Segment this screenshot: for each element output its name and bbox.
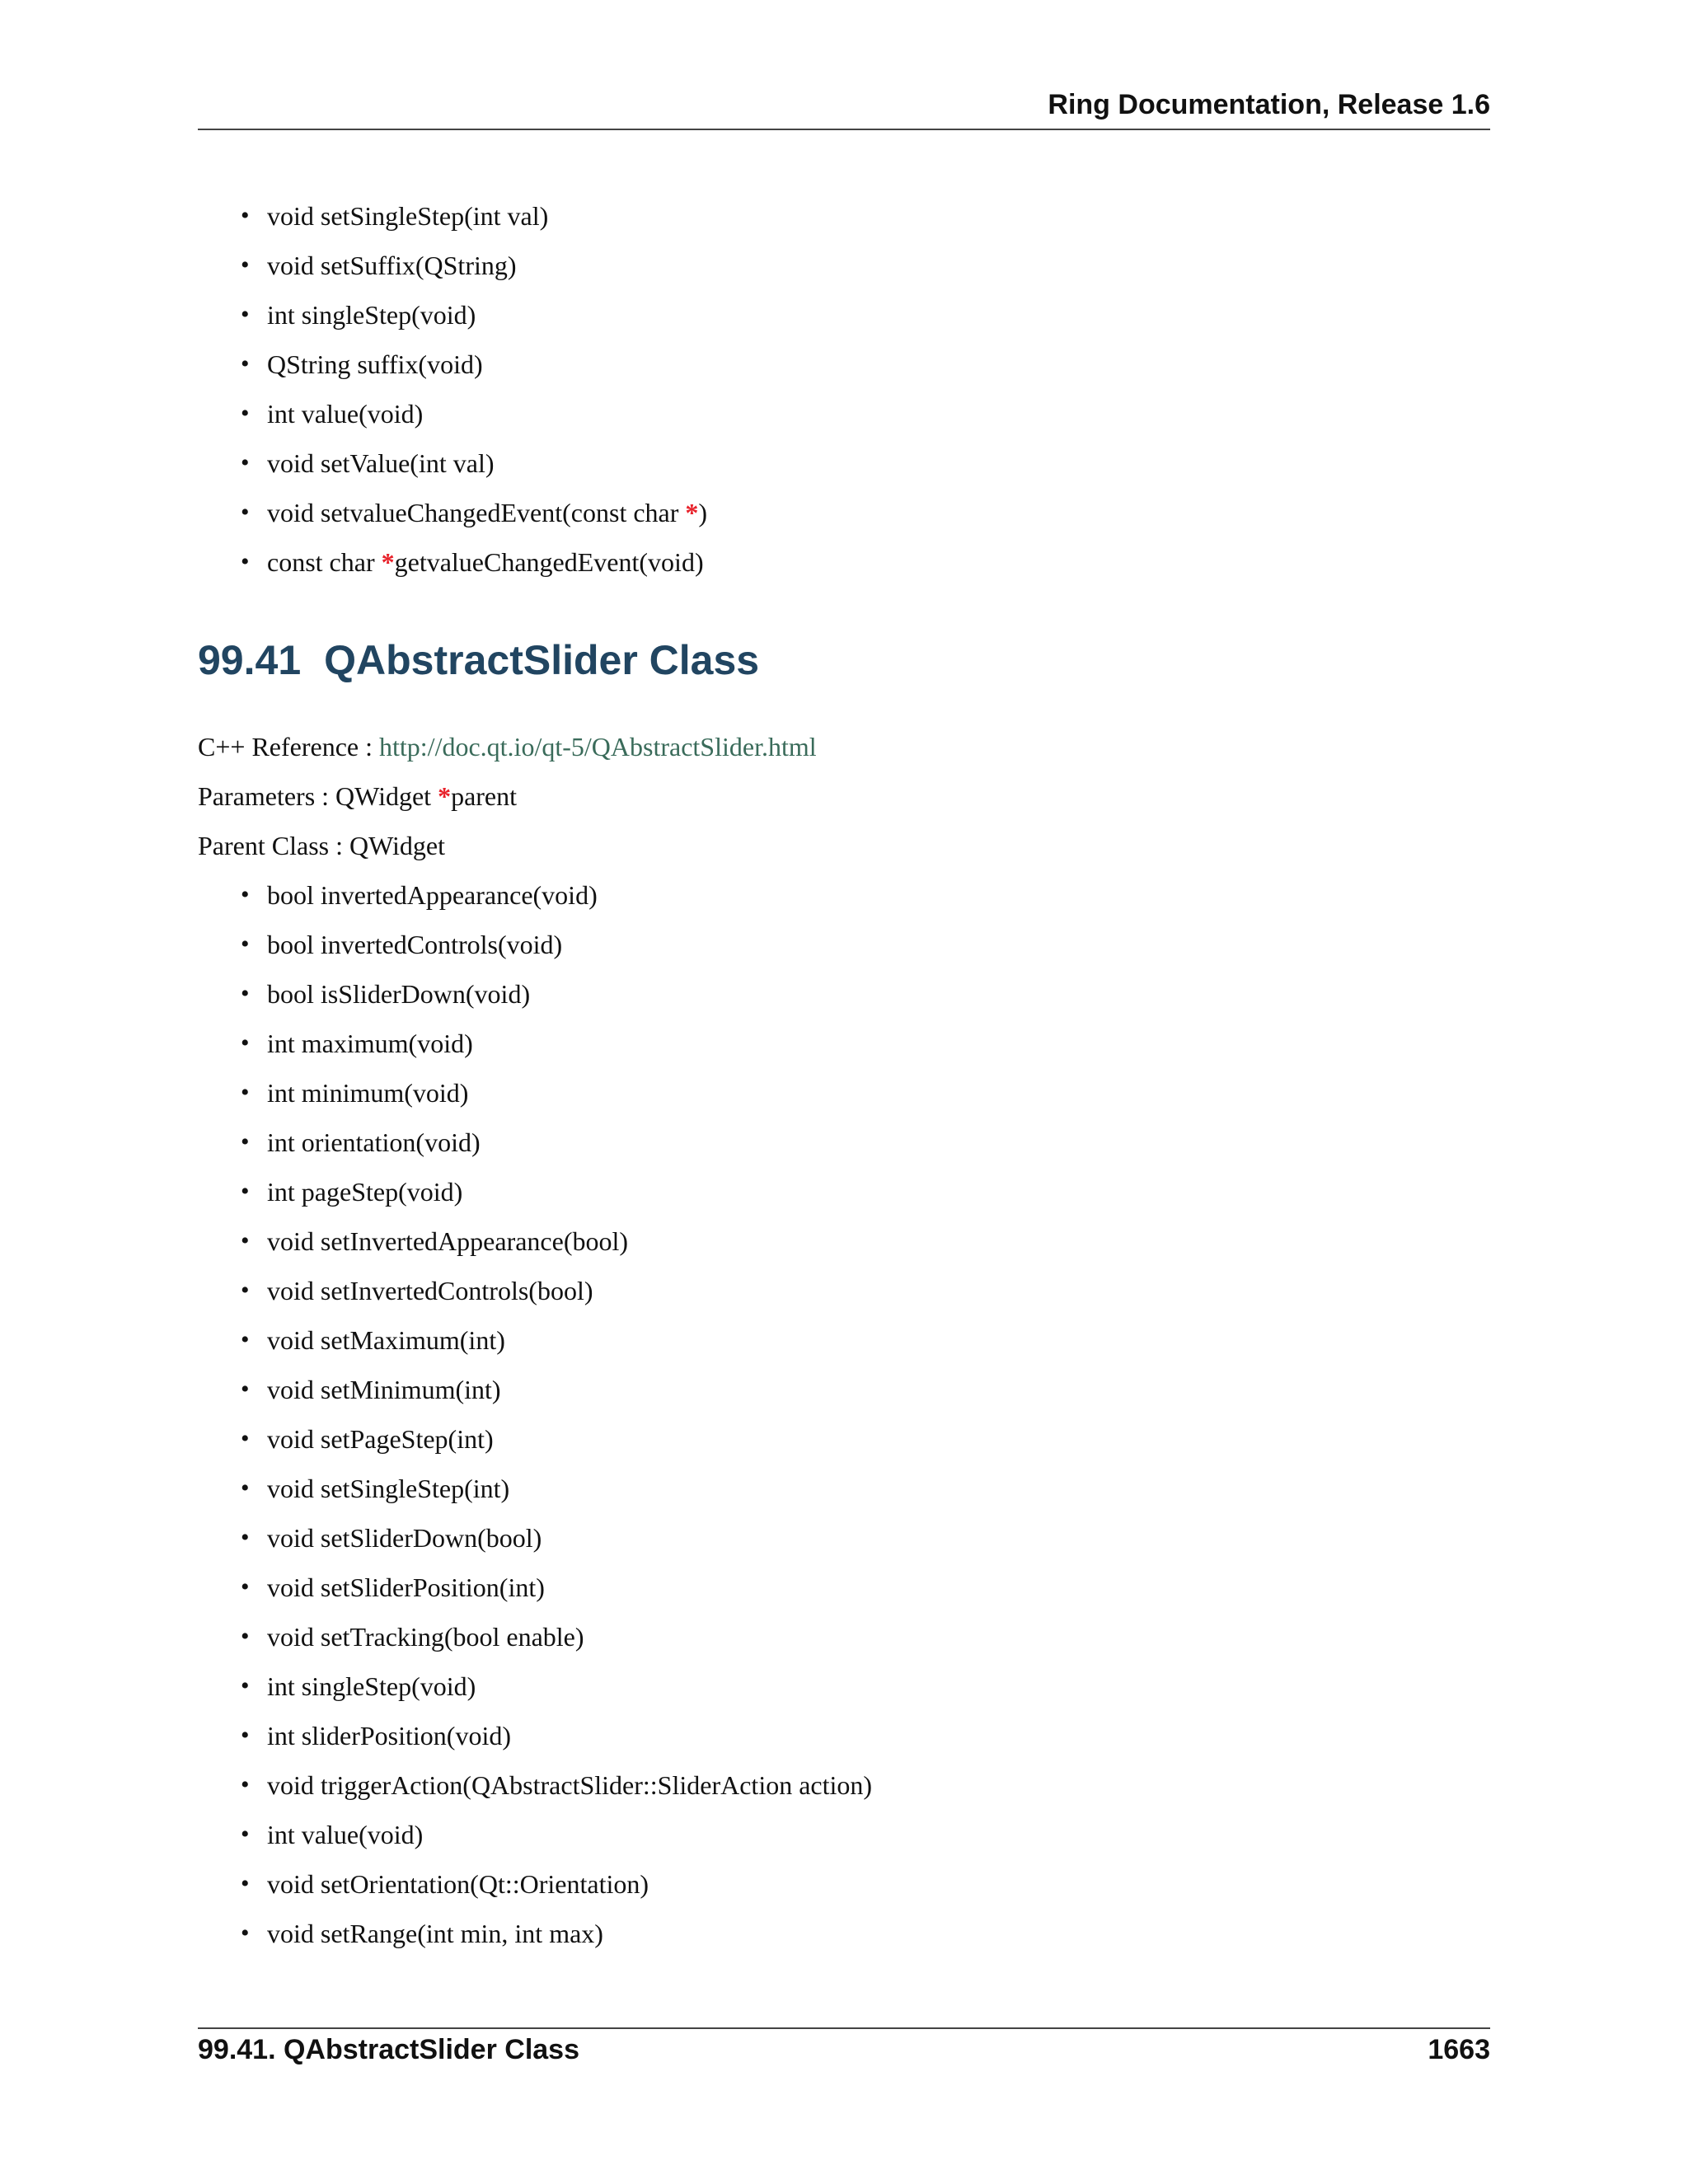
bullet-icon: • bbox=[241, 1919, 250, 1947]
list-item: • void setTracking(bool enable) bbox=[198, 1612, 1490, 1661]
parent-class: Parent Class : QWidget bbox=[198, 831, 445, 860]
list-item: • bool isSliderDown(void) bbox=[198, 969, 1490, 1019]
bullet-icon: • bbox=[241, 202, 250, 229]
footer-section: 99.41. QAbstractSlider Class bbox=[198, 2034, 580, 2065]
list-item: • int orientation(void) bbox=[198, 1118, 1490, 1167]
list-item: • void setRange(int min, int max) bbox=[198, 1909, 1490, 1958]
bullet-icon: • bbox=[241, 1870, 250, 1897]
document-page bbox=[198, 0, 1490, 2184]
bullet-icon: • bbox=[241, 1178, 250, 1205]
list-item: • void triggerAction(QAbstractSlider::SliderAction action) bbox=[198, 1760, 1490, 1810]
list-item: • int value(void) bbox=[198, 1810, 1490, 1859]
list-item: • void setSliderPosition(int) bbox=[198, 1563, 1490, 1612]
list-item: • void setInvertedAppearance(bool) bbox=[198, 1216, 1490, 1266]
list-item: • void setMinimum(int) bbox=[198, 1365, 1490, 1414]
list-item: • int maximum(void) bbox=[198, 1019, 1490, 1068]
list-item: • void setSingleStep(int val) bbox=[198, 191, 1490, 241]
bullet-icon: • bbox=[241, 1277, 250, 1304]
list-item: • int singleStep(void) bbox=[198, 1661, 1490, 1711]
cpp-reference-link[interactable]: http://doc.qt.io/qt-5/QAbstractSlider.html bbox=[379, 732, 817, 762]
bullet-icon: • bbox=[241, 881, 250, 908]
bullet-icon: • bbox=[241, 980, 250, 1007]
bullet-icon: • bbox=[241, 1128, 250, 1155]
bullet-icon: • bbox=[241, 1376, 250, 1403]
running-header: Ring Documentation, Release 1.6 bbox=[1048, 89, 1490, 120]
asterisk: * bbox=[438, 781, 452, 811]
list-item: • bool invertedAppearance(void) bbox=[198, 870, 1490, 920]
bullet-icon: • bbox=[241, 1672, 250, 1699]
list-item: • int singleStep(void) bbox=[198, 290, 1490, 340]
list-item: • bool invertedControls(void) bbox=[198, 920, 1490, 969]
list-item: • const char *getvalueChangedEvent(void) bbox=[198, 537, 1490, 587]
bullet-icon: • bbox=[241, 1227, 250, 1254]
bullet-icon: • bbox=[241, 400, 250, 427]
bullet-icon: • bbox=[241, 1425, 250, 1452]
header-rule bbox=[198, 129, 1490, 130]
list-item: • int minimum(void) bbox=[198, 1068, 1490, 1118]
list-item: • void setSuffix(QString) bbox=[198, 241, 1490, 290]
list-item: • void setValue(int val) bbox=[198, 438, 1490, 488]
list-item: • int value(void) bbox=[198, 389, 1490, 438]
section-title-text: QAbstractSlider Class bbox=[324, 637, 760, 683]
list-item: • void setInvertedControls(bool) bbox=[198, 1266, 1490, 1315]
bullet-icon: • bbox=[241, 1326, 250, 1353]
bullet-icon: • bbox=[241, 1474, 250, 1502]
bullet-icon: • bbox=[241, 350, 250, 377]
bullet-icon: • bbox=[241, 1573, 250, 1601]
footer-rule bbox=[198, 2027, 1490, 2029]
list-item: • void setOrientation(Qt::Orientation) bbox=[198, 1859, 1490, 1909]
bullet-icon: • bbox=[241, 1524, 250, 1551]
list-item: • void setSingleStep(int) bbox=[198, 1464, 1490, 1513]
bullet-icon: • bbox=[241, 251, 250, 279]
bullet-icon: • bbox=[241, 301, 250, 328]
list-item: • int sliderPosition(void) bbox=[198, 1711, 1490, 1760]
bullet-icon: • bbox=[241, 1821, 250, 1848]
page-number: 1663 bbox=[1428, 2034, 1490, 2065]
list-item: • void setPageStep(int) bbox=[198, 1414, 1490, 1464]
cpp-reference: C++ Reference : http://doc.qt.io/qt-5/QAbstractSlider.html bbox=[198, 732, 817, 762]
parameters: Parameters : QWidget *parent bbox=[198, 781, 518, 811]
list-item: • void setSliderDown(bool) bbox=[198, 1513, 1490, 1563]
section-number: 99.41 bbox=[198, 637, 302, 683]
method-list bbox=[198, 870, 1490, 1958]
list-item: • int pageStep(void) bbox=[198, 1167, 1490, 1216]
asterisk: * bbox=[685, 498, 699, 527]
asterisk: * bbox=[381, 547, 395, 577]
bullet-icon: • bbox=[241, 930, 250, 958]
bullet-icon: • bbox=[241, 499, 250, 526]
section-title bbox=[198, 636, 759, 684]
list-item: • void setvalueChangedEvent(const char *) bbox=[198, 488, 1490, 537]
bullet-icon: • bbox=[241, 1079, 250, 1106]
bullet-icon: • bbox=[241, 1722, 250, 1749]
bullet-icon: • bbox=[241, 449, 250, 476]
top-method-list bbox=[198, 191, 1490, 587]
list-item: • void setMaximum(int) bbox=[198, 1315, 1490, 1365]
list-item: • QString suffix(void) bbox=[198, 340, 1490, 389]
bullet-icon: • bbox=[241, 1771, 250, 1798]
bullet-icon: • bbox=[241, 1029, 250, 1057]
bullet-icon: • bbox=[241, 1623, 250, 1650]
bullet-icon: • bbox=[241, 548, 250, 575]
